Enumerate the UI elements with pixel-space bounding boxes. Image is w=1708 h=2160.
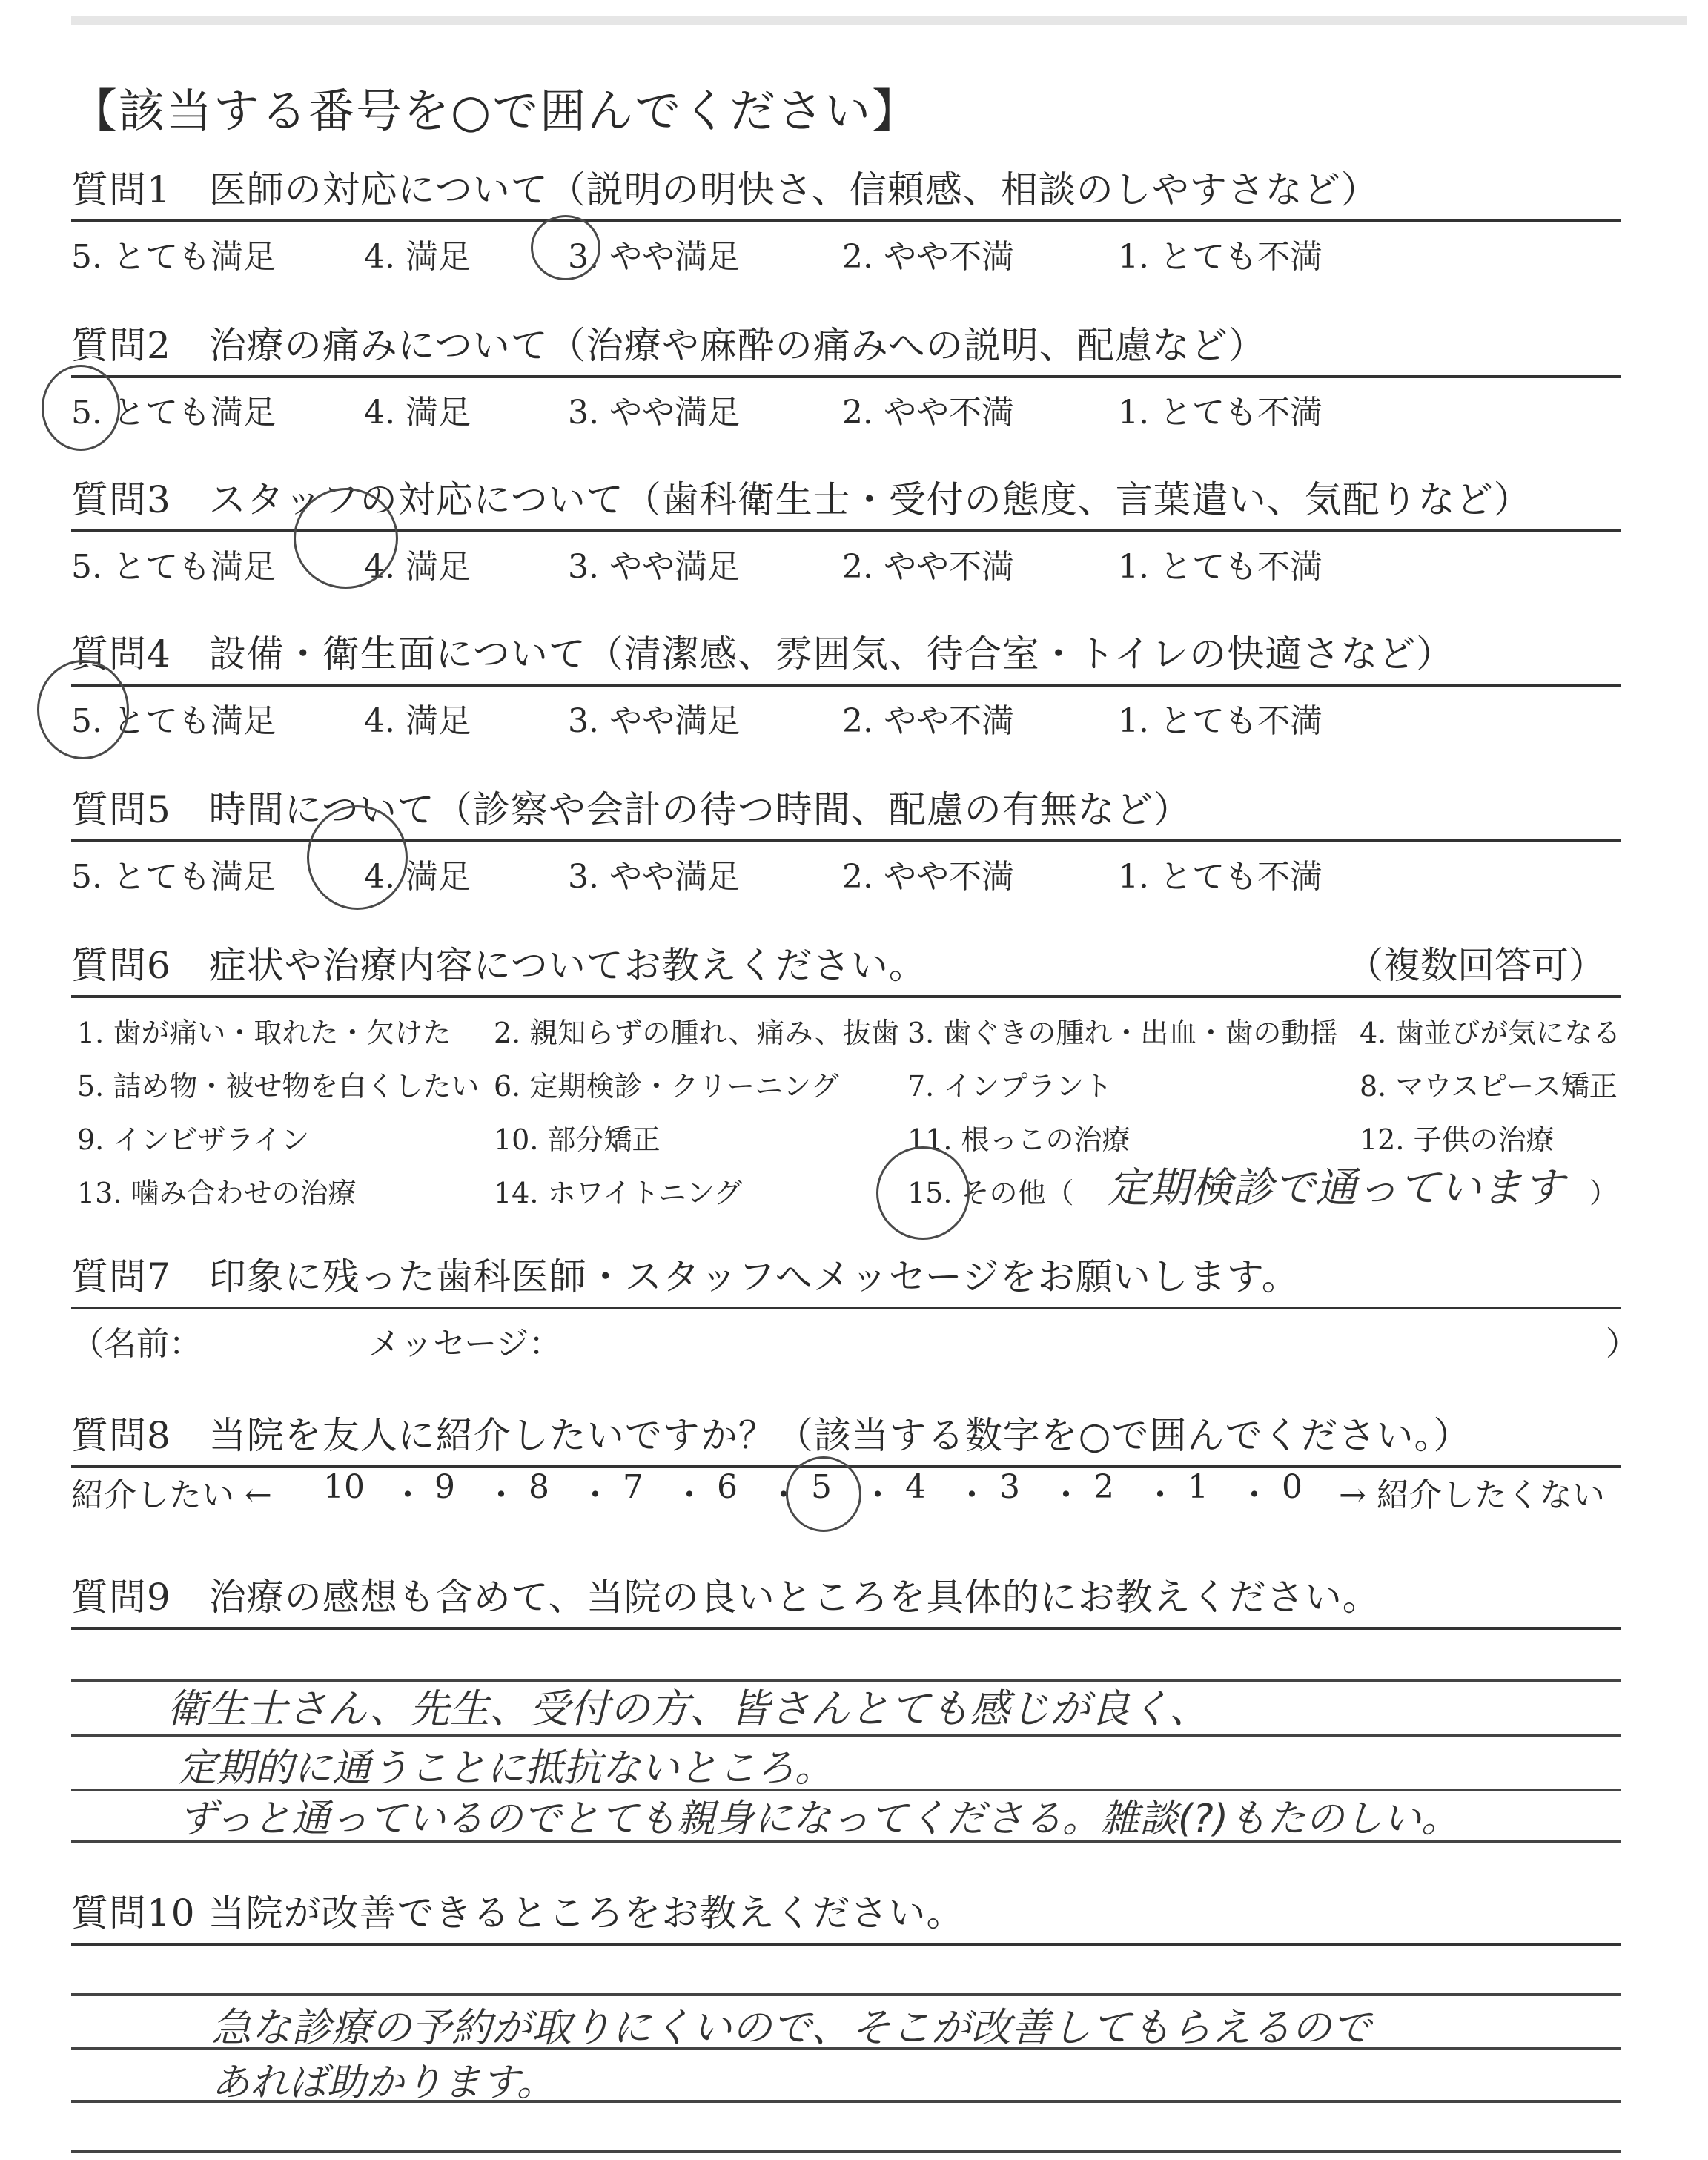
name-label: （名前： bbox=[71, 1325, 202, 1363]
treatment-item[interactable]: 9. インビザライン bbox=[77, 1123, 310, 1156]
question-1 bbox=[71, 165, 1621, 274]
question-10-text: 質問10 当院が改善できるところをお教えください。 bbox=[71, 1892, 964, 1935]
q2-option-4[interactable]: 4. 満足 bbox=[364, 394, 471, 432]
other-handwritten-answer: 定期検診で通っています bbox=[1108, 1164, 1564, 1212]
question-9 bbox=[71, 1572, 1621, 1630]
treatment-item[interactable]: 7. インプラント bbox=[907, 1070, 1113, 1103]
q3-option-1[interactable]: 1. とても不満 bbox=[1118, 548, 1323, 586]
question-8-text: 質問8 当院を友人に紹介したいですか？（該当する数字を○で囲んでください。） bbox=[71, 1414, 1472, 1457]
q5-option-1[interactable]: 1. とても不満 bbox=[1118, 858, 1323, 896]
scale-right-label: → 紹介したくない bbox=[1339, 1476, 1605, 1514]
scale-dot: ・ bbox=[1144, 1476, 1176, 1514]
scale-value-3[interactable]: 3 bbox=[999, 1468, 1020, 1506]
treatment-grid bbox=[77, 1010, 1619, 1232]
question-2 bbox=[71, 320, 1621, 430]
q1-option-4[interactable]: 4. 満足 bbox=[364, 238, 471, 276]
treatment-item[interactable]: 11. 根っこの治療 bbox=[907, 1123, 1131, 1156]
q10-answer-line-1: 急な診療の予約が取りにくいので、そこが改善してもらえるので bbox=[211, 2004, 1371, 2051]
scale-value-1[interactable]: 1 bbox=[1188, 1468, 1208, 1506]
scale-dot: ・ bbox=[579, 1476, 612, 1514]
treatment-item[interactable]: 2. 親知らずの腫れ、痛み、抜歯 bbox=[494, 1017, 899, 1049]
treatment-item[interactable]: 12. 子供の治療 bbox=[1360, 1123, 1555, 1156]
question-3-text: 質問3 スタッフの対応について（歯科衛生士・受付の態度、言葉遣い、気配りなど） bbox=[71, 478, 1532, 521]
q3-option-4[interactable]: 4. 満足 bbox=[364, 548, 471, 586]
q1-option-1[interactable]: 1. とても不満 bbox=[1118, 238, 1323, 276]
q5-option-2[interactable]: 2. やや不満 bbox=[842, 858, 1014, 896]
treatment-item[interactable]: 8. マウスピース矯正 bbox=[1360, 1070, 1618, 1103]
treatment-item[interactable]: 3. 歯ぐきの腫れ・出血・歯の動揺 bbox=[907, 1017, 1338, 1049]
scale-left-label: 紹介したい ← bbox=[71, 1476, 272, 1514]
question-2-text: 質問2 治療の痛みについて（治療や麻酔の痛みへの説明、配慮など） bbox=[71, 324, 1266, 367]
q4-option-2[interactable]: 2. やや不満 bbox=[842, 702, 1014, 740]
q5-option-3[interactable]: 3. やや満足 bbox=[568, 858, 740, 896]
question-9-text: 質問9 治療の感想も含めて、当院の良いところを具体的にお教えください。 bbox=[71, 1576, 1380, 1619]
q2-option-1[interactable]: 1. とても不満 bbox=[1118, 394, 1323, 432]
scale-dot: ・ bbox=[767, 1476, 800, 1514]
q1-option-3[interactable]: 3. やや満足 bbox=[568, 238, 740, 276]
scale-value-6[interactable]: 6 bbox=[717, 1468, 738, 1506]
q1-option-5[interactable]: 5. とても満足 bbox=[71, 238, 276, 276]
treatment-item[interactable]: 14. ホワイトニング bbox=[494, 1177, 743, 1209]
q1-option-2[interactable]: 2. やや不満 bbox=[842, 238, 1014, 276]
scale-dot: ・ bbox=[1238, 1476, 1271, 1514]
question-4 bbox=[71, 629, 1621, 739]
scale-dot: ・ bbox=[673, 1476, 706, 1514]
q4-option-3[interactable]: 3. やや満足 bbox=[568, 702, 740, 740]
q10-answer-line-2: あれば助かります。 bbox=[211, 2061, 555, 2105]
question-8 bbox=[71, 1410, 1621, 1468]
question-10 bbox=[71, 1888, 1621, 1946]
q2-option-3[interactable]: 3. やや満足 bbox=[568, 394, 740, 432]
message-label: メッセージ： bbox=[368, 1325, 562, 1363]
scale-dot: ・ bbox=[485, 1476, 517, 1514]
scale-dot: ・ bbox=[861, 1476, 894, 1514]
q3-option-5[interactable]: 5. とても満足 bbox=[71, 548, 276, 586]
message-close-paren: ） bbox=[1606, 1325, 1638, 1363]
question-1-text: 質問1 医師の対応について（説明の明快さ、信頼感、相談のしやすさなど） bbox=[71, 168, 1379, 211]
recommend-scale bbox=[71, 1468, 1621, 1520]
q3-option-3[interactable]: 3. やや満足 bbox=[568, 548, 740, 586]
scale-value-10[interactable]: 10 bbox=[323, 1468, 365, 1506]
question-3 bbox=[71, 475, 1621, 584]
scale-value-4[interactable]: 4 bbox=[905, 1468, 926, 1506]
q2-option-5[interactable]: 5. とても満足 bbox=[71, 394, 276, 432]
scale-value-7[interactable]: 7 bbox=[623, 1468, 643, 1506]
scale-value-5[interactable]: 5 bbox=[811, 1468, 832, 1506]
q9-answer-line-3: ずっと通っているのでとても親身になってくださる。雑談(?)もたのしい。 bbox=[178, 1797, 1460, 1841]
treatment-item[interactable]: 4. 歯並びが気になる bbox=[1360, 1017, 1621, 1049]
q9-answer-line-1: 衛生士さん、先生、受付の方、皆さんとても感じが良く、 bbox=[167, 1685, 1210, 1732]
scale-dot: ・ bbox=[1050, 1476, 1082, 1514]
q2-option-2[interactable]: 2. やや不満 bbox=[842, 394, 1014, 432]
treatment-item[interactable]: 10. 部分矯正 bbox=[494, 1123, 661, 1156]
treatment-item[interactable]: 13. 噛み合わせの治療 bbox=[77, 1177, 357, 1209]
scale-value-2[interactable]: 2 bbox=[1093, 1468, 1114, 1506]
answer-line bbox=[71, 2150, 1621, 2153]
scan-top-band bbox=[71, 16, 1687, 25]
question-7 bbox=[71, 1252, 1638, 1363]
scale-value-9[interactable]: 9 bbox=[434, 1468, 455, 1506]
other-close-paren: ） bbox=[1589, 1177, 1618, 1209]
scale-dot: ・ bbox=[391, 1476, 424, 1514]
question-6-text: 質問6 症状や治療内容についてお教えください。 bbox=[71, 944, 927, 987]
q4-option-5[interactable]: 5. とても満足 bbox=[71, 702, 276, 740]
q5-option-4[interactable]: 4. 満足 bbox=[364, 858, 471, 896]
question-6 bbox=[71, 940, 1621, 998]
treatment-item[interactable]: 1. 歯が痛い・取れた・欠けた bbox=[77, 1017, 451, 1049]
question-5 bbox=[71, 785, 1621, 894]
scale-value-0[interactable]: 0 bbox=[1282, 1468, 1302, 1506]
treatment-item[interactable]: 6. 定期検診・クリーニング bbox=[494, 1070, 839, 1103]
treatment-item-other[interactable]: 15. その他（ bbox=[907, 1177, 1074, 1209]
scale-dot: ・ bbox=[956, 1476, 988, 1514]
question-7-text: 質問7 印象に残った歯科医師・スタッフへメッセージをお願いします。 bbox=[71, 1255, 1300, 1298]
question-5-text: 質問5 時間について（診察や会計の待つ時間、配慮の有無など） bbox=[71, 788, 1191, 831]
q4-option-4[interactable]: 4. 満足 bbox=[364, 702, 471, 740]
treatment-item[interactable]: 5. 詰め物・被せ物を白くしたい bbox=[77, 1070, 480, 1103]
q9-answer-line-2: 定期的に通うことに抵抗ないところ。 bbox=[178, 1746, 834, 1791]
q4-option-1[interactable]: 1. とても不満 bbox=[1118, 702, 1323, 740]
q3-option-2[interactable]: 2. やや不満 bbox=[842, 548, 1014, 586]
question-6-note: （複数回答可） bbox=[1346, 944, 1606, 987]
q5-option-5[interactable]: 5. とても満足 bbox=[71, 858, 276, 896]
question-4-text: 質問4 設備・衛生面について（清潔感、雰囲気、待合室・トイレの快適さなど） bbox=[71, 633, 1454, 676]
scale-value-8[interactable]: 8 bbox=[529, 1468, 549, 1506]
page-title: 【該当する番号を○で囲んでください】 bbox=[71, 84, 920, 138]
